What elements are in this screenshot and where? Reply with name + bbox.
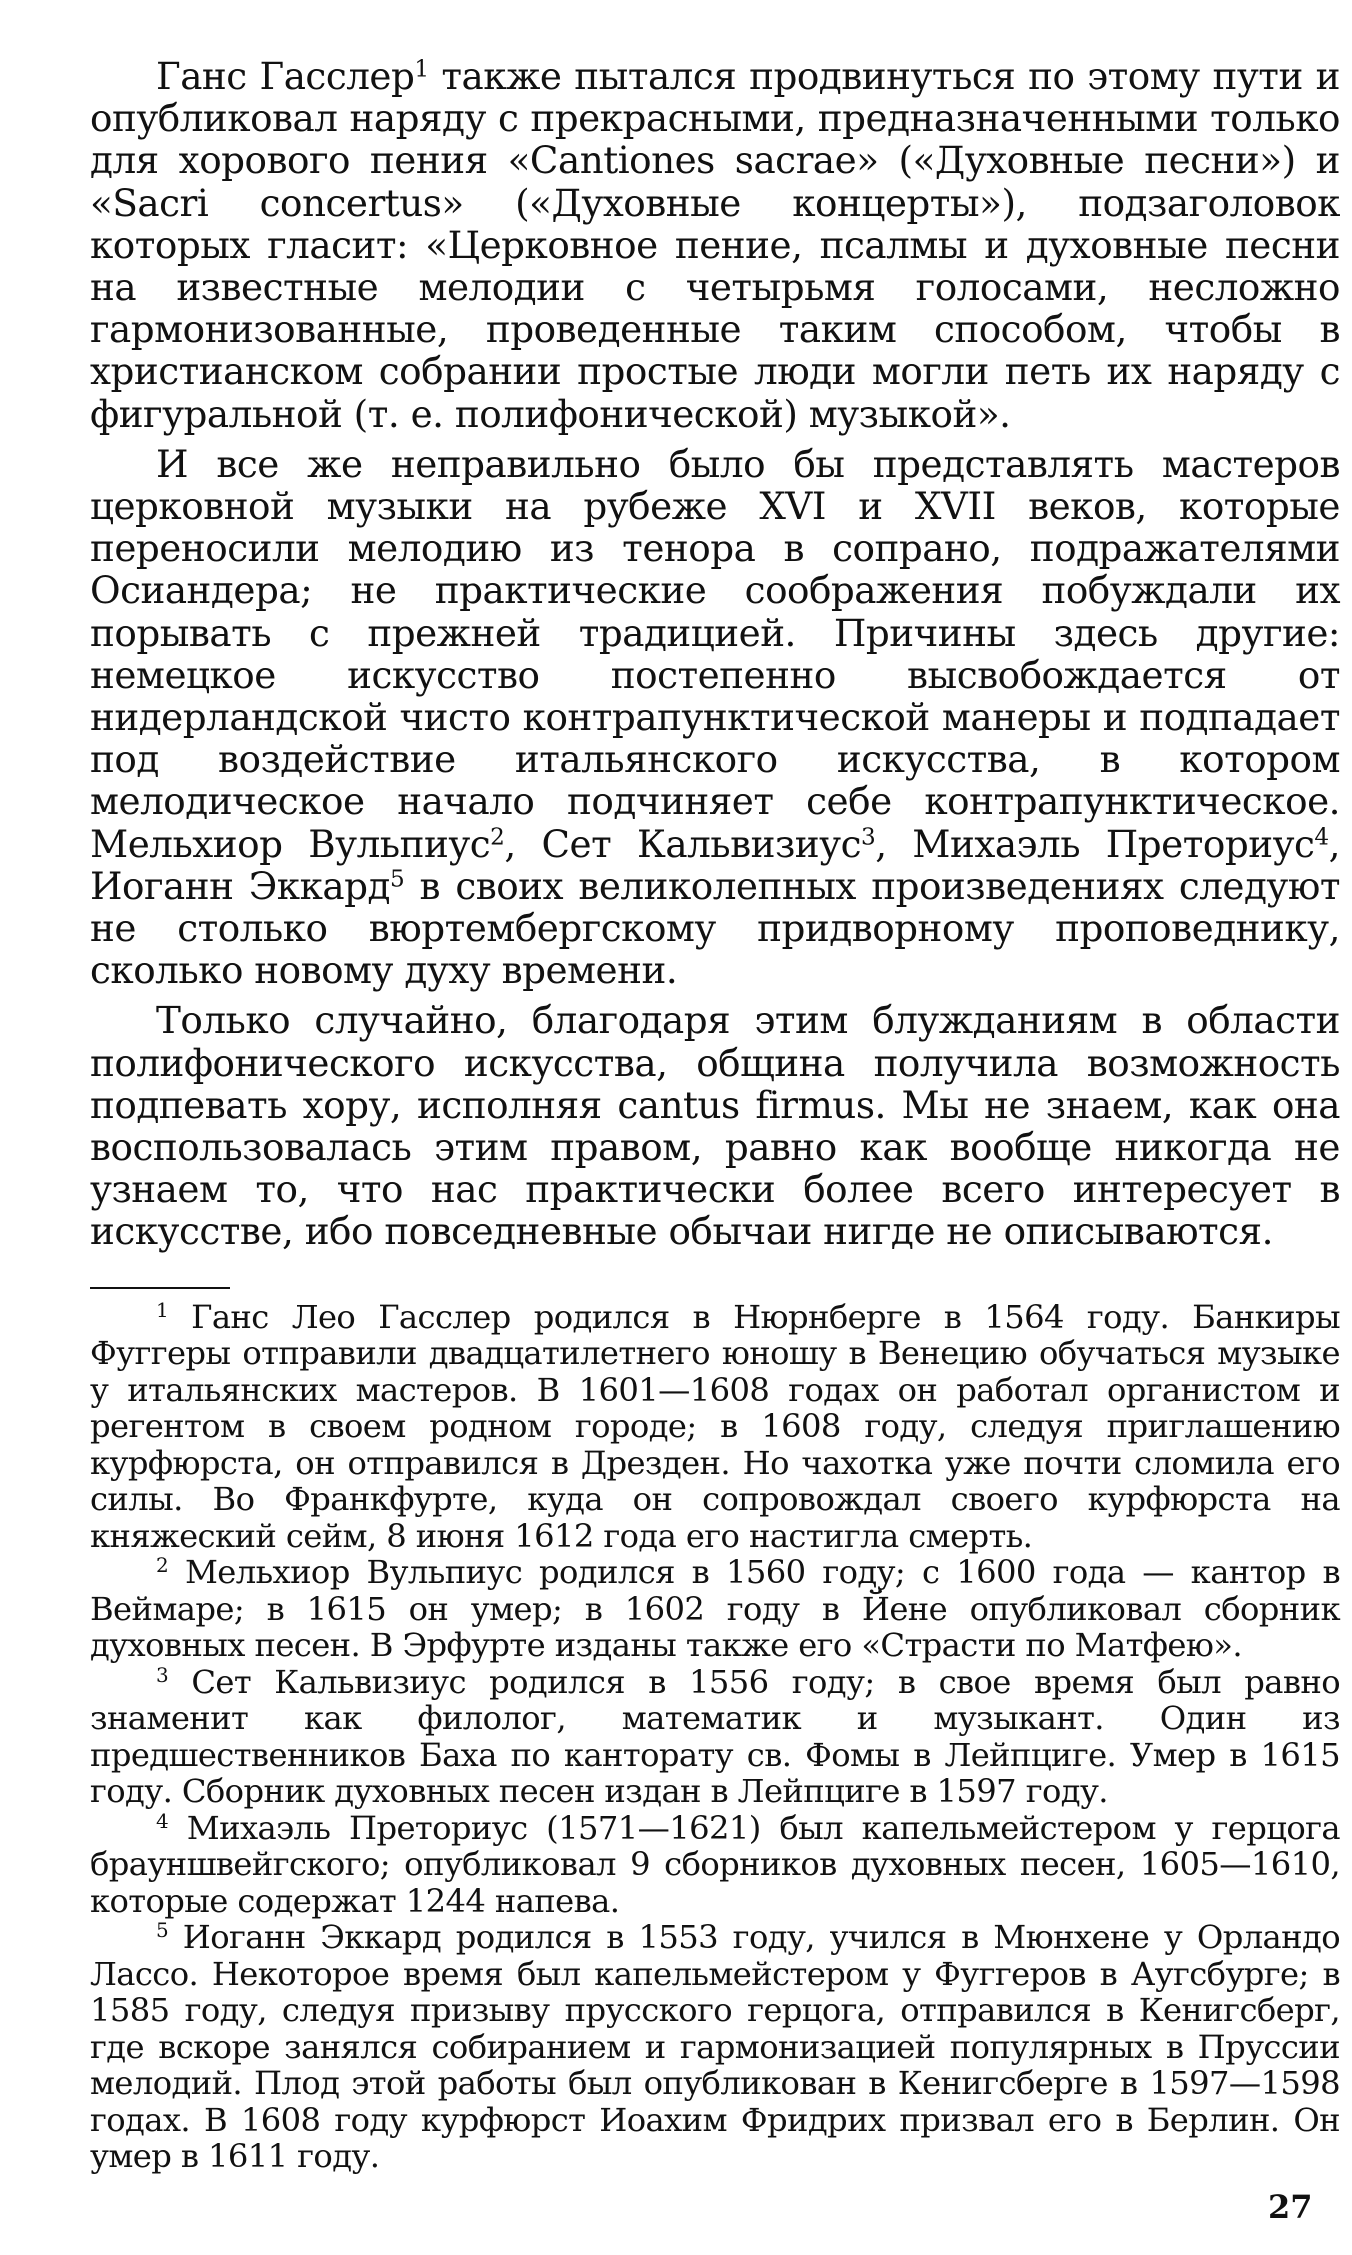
footnote-text: Сет Кальвизиус родился в 1556 году; в свое время был равно знаменит как филолог, математик и музыкант. Один из предшественников Баха по канторату св. Фомы в Лейпциге. Умер в 1615 году. Сборник духовных песен издан в Лейпциге в 1597 году. [90, 1662, 1340, 1811]
paragraph-1 [90, 55, 1340, 435]
footnotes [90, 1299, 1340, 2175]
footnote-ref-2: 2 [490, 823, 505, 850]
footnote-4 [90, 1810, 1340, 1920]
paragraph-2 [90, 443, 1340, 992]
footnote-text: Мельхиор Вульпиус родился в 1560 году; с 1600 года — кантор в Веймаре; в 1615 он умер; в 1602 году в Йене опубликовал сборник духовных песен. В Эрфурте изданы также его «Страсти по Матфею». [90, 1553, 1340, 1665]
paragraph-2-part-d: , Иоганн Эккард [90, 821, 1340, 908]
footnote-divider [90, 1287, 230, 1289]
footnote-number: 3 [156, 1662, 169, 1687]
page-content [90, 55, 1340, 2175]
paragraph-2-part-a: И все же неправильно было бы представлять мастеров церковной музыки на рубеже XVI и XVII веков, которые переносили мелодию из тенора в сопрано, подражателями Осиандера; не практические соображения побуждали их порывать с прежней традицией. Причины здесь другие: немецкое искусство постепенно высвобождается от нидерландской чисто контрапунктической манеры и подпадает под воздействие итальянского искусства, в котором мелодическое начало подчиняет себе контрапунктическое. Мельхиор Вульпиус [90, 441, 1340, 866]
footnote-5 [90, 1919, 1340, 2175]
footnote-ref-4: 4 [1314, 823, 1329, 850]
footnote-text: Иоганн Эккард родился в 1553 году, учился в Мюнхене у Орландо Лассо. Некоторое время был капельмейстером у Фуггеров в Аугсбурге; в 1585 году, следуя призыву прусского герцога, отправился в Кенигсберг, где вскоре занялся собиранием и гармонизацией популярных в Пруссии мелодий. Плод этой работы был опубликован в Кенигсберге в 1597—1598 годах. В 1608 году курфюрст Иоахим Фридрих призвал его в Берлин. Он умер в 1611 году. [90, 1918, 1340, 2176]
footnote-ref-1: 1 [414, 56, 429, 83]
page-number: 27 [1268, 2188, 1313, 2226]
footnote-ref-3: 3 [860, 823, 876, 850]
footnote-1 [90, 1299, 1340, 1555]
footnote-number: 2 [156, 1553, 169, 1578]
paragraph-1-start: Ганс Гасслер [156, 54, 415, 98]
main-text [90, 55, 1340, 1253]
paragraph-2-part-b: , Сет Кальвизиус [504, 821, 861, 866]
paragraph-2-part-c: , Михаэль Преториус [875, 821, 1315, 866]
footnote-ref-5: 5 [390, 866, 405, 893]
footnote-text: Ганс Лео Гасслер родился в Нюрнберге в 1564 году. Банкиры Фуггеры отправили двадцатилетнего юношу в Венецию обучаться музыке у итальянских мастеров. В 1601—1608 годах он работал органистом и регентом в своем родном городе; в 1608 году, следуя приглашению курфюрста, он отправился в Дрезден. Но чахотка уже почти сломила его силы. Во Франкфурте, куда он сопровождал своего курфюрста на княжеский сейм, 8 июня 1612 года его настигла смерть. [90, 1297, 1340, 1555]
footnote-3 [90, 1664, 1340, 1810]
paragraph-3: Только случайно, благодаря этим блужданиям в области полифонического искусства, община получила возможность подпевать хору, исполняя cantus firmus. Мы не знаем, как она воспользовалась этим правом, равно как вообще никогда не узнаем то, что нас практически более всего интересует в искусстве, ибо повседневные обычаи нигде не описываются. [90, 998, 1340, 1254]
footnote-number: 4 [156, 1808, 169, 1833]
footnote-text: Михаэль Преториус (1571—1621) был капельмейстером у герцога брауншвейгского; опубликовал 9 сборников духовных песен, 1605—1610, которые содержат 1244 напева. [90, 1808, 1340, 1920]
footnote-number: 1 [156, 1297, 169, 1322]
paragraph-2-part-e: в своих великолепных произведениях следуют не столько вюртембергскому придворному проповеднику, сколько новому духу времени. [90, 863, 1340, 993]
footnote-2 [90, 1554, 1340, 1664]
paragraph-1-rest: также пытался продвинуться по этому пути и опубликовал наряду с прекрасными, предназначенными только для хорового пения «Cantiones sacrae» («Духовные песни») и «Sacri concertus» («Духовные концерты»), подзаголовок которых гласит: «Церковное пение, псалмы и духовные песни на известные мелодии с четырьмя голосами, несложно гармонизованные, проведенные таким способом, чтобы в христианском собрании простые люди могли петь их наряду с фигуральной (т. е. полифонической) музыкой». [90, 54, 1340, 436]
footnote-number: 5 [156, 1918, 169, 1943]
